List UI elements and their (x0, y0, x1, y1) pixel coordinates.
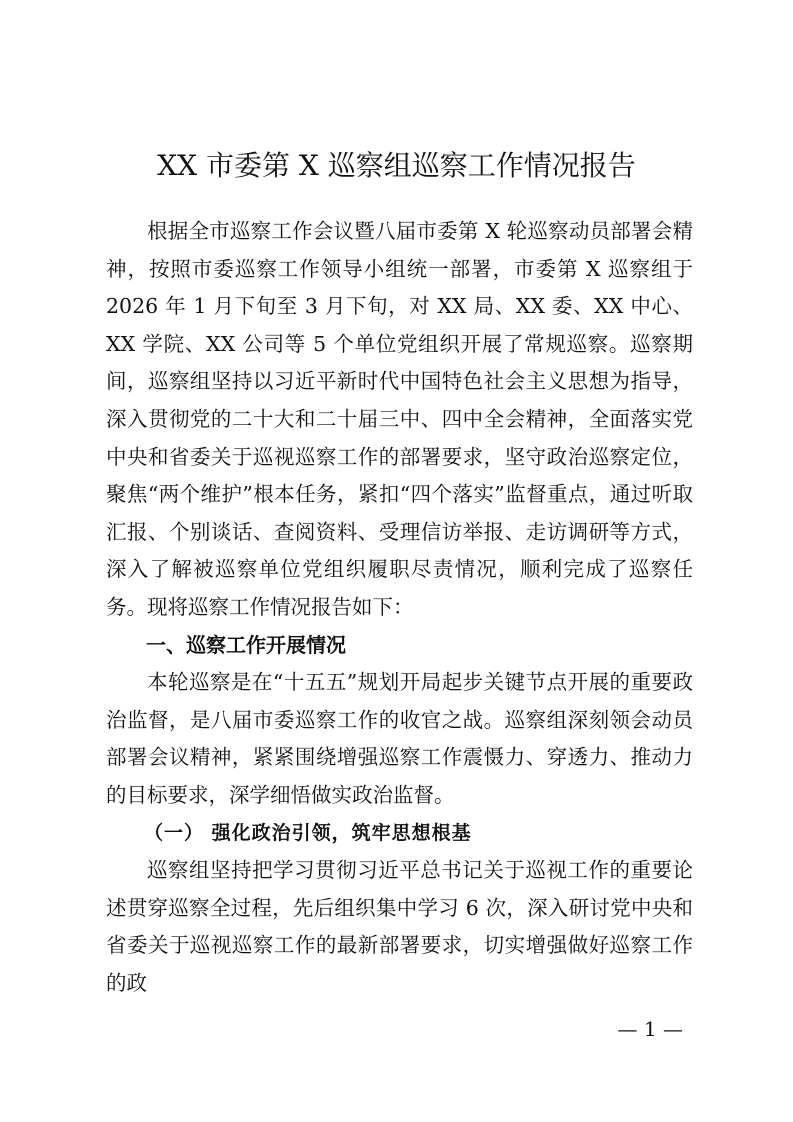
subsection-1-paragraph: 巡察组坚持把学习贯彻习近平总书记关于巡视工作的重要论述贯穿巡察全过程，先后组织集中学习 6 次，深入研讨党中央和省委关于巡视巡察工作的最新部署要求，切实增强做好巡察工作的政 (106, 858, 693, 995)
section-heading-1: 一、巡察工作开展情况 (146, 632, 346, 657)
page-number: — 1 — (617, 1017, 683, 1041)
document-title: XX 市委第 X 巡察组巡察工作情况报告 (157, 149, 636, 182)
subsection-heading-1: （一） 强化政治引领，筑牢思想根基 (144, 821, 472, 844)
intro-paragraph: 根据全市巡察工作会议暨八届市委第 X 轮巡察动员部署会精神，按照市委巡察工作领导小组统一部署，市委第 X 巡察组于 2026 年 1 月下旬至 3 月下旬，对 XX 局、XX 委、XX 中心、XX 学院、XX 公司等 5 个单位党组织开展了常规巡察。巡察期间，巡察组坚持以习近平新时代中国特色社会主义思想为指导，深入贯彻党的二十大和二十届三中、四中全会精神，全面落实党中央和省委关于巡视巡察工作的部署要求，坚守政治巡察定位，聚焦“两个维护”根本任务，紧扣“四个落实”监督重点，通过听取汇报、个别谈话、查阅资料、受理信访举报、走访调研等方式，深入了解被巡察单位党组织履职尽责情况，顺利完成了巡察任务。现将巡察工作情况报告如下： (106, 219, 693, 619)
document-body (106, 213, 693, 1002)
section-1-paragraph: 本轮巡察是在“十五五”规划开局起步关键节点开展的重要政治监督，是八届市委巡察工作的收官之战。巡察组深刻领会动员部署会议精神，紧紧围绕增强巡察工作震慑力、穿透力、推动力的目标要求，深学细悟做实政治监督。 (106, 670, 693, 807)
